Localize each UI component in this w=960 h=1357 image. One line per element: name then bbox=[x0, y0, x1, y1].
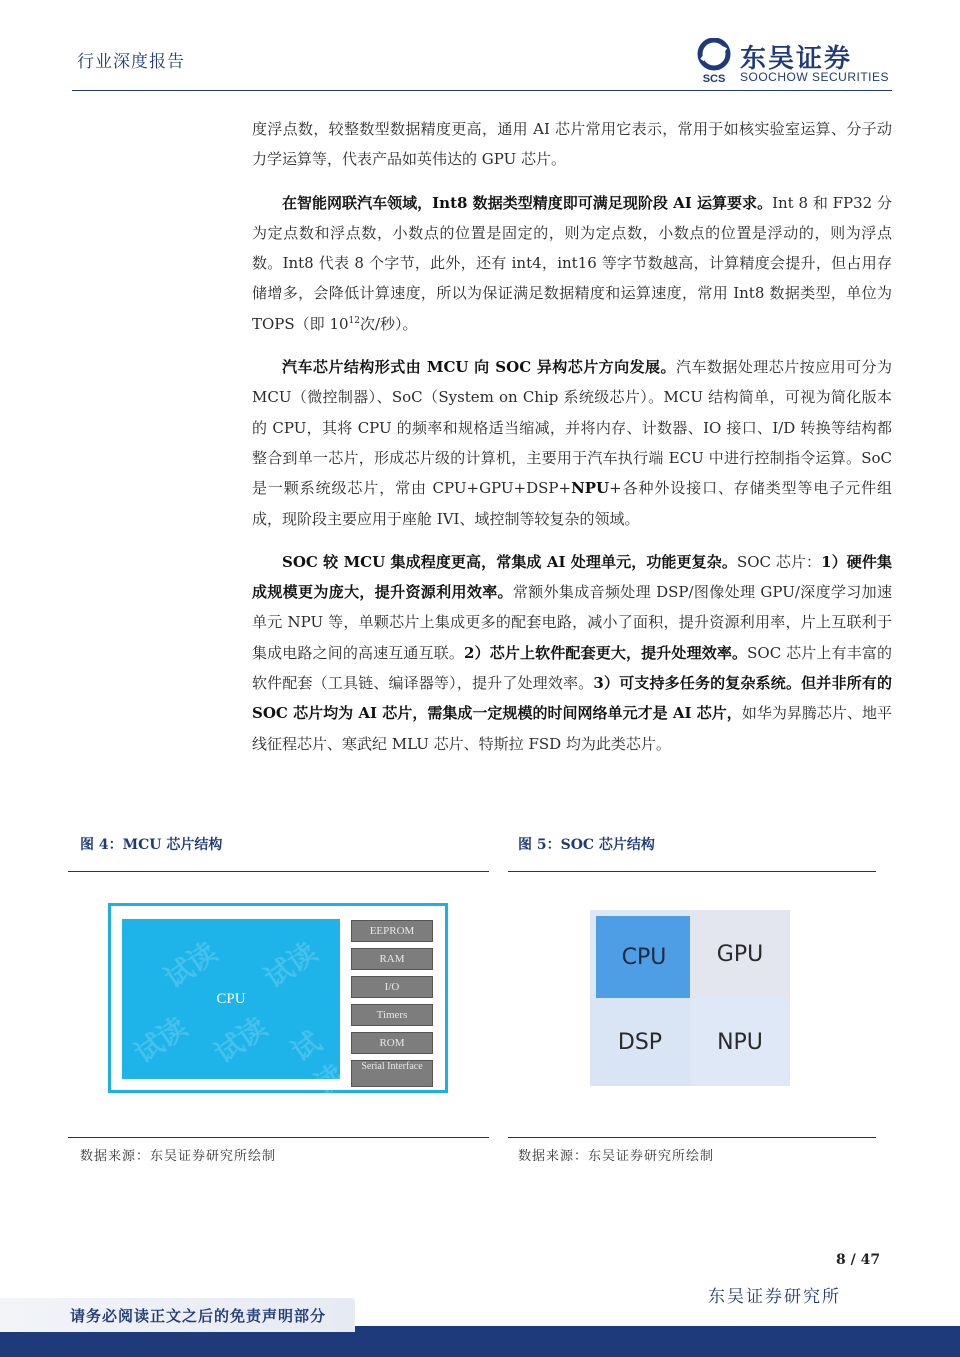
paragraph-2: 在智能网联汽车领域，Int8 数据类型精度即可满足现阶段 AI 运算要求。Int 8 和 FP32 分为定点数和浮点数，小数点的位置是固定的，则为定点数，小数点的位置是浮动的，则为浮点数。Int8 代表 8 个字节，此外，还有 int4，int16 等字节数越高，计算精度会提升，但占用存储增多，会降低计算速度，所以为保证满足数据精度和运算速度，常用 Int8 数据类型，单位为 TOPS（即 $10^{12}$次/秒）。 bbox=[252, 193, 892, 333]
footer-organization: 东吴证券研究所 bbox=[708, 1287, 841, 1307]
paragraph-1: 度浮点数，较整数型数据精度更高，通用 AI 芯片常用它表示，常用于如核实验室运算、分子动力学运算等，代表产品如英伟达的 GPU 芯片。 bbox=[252, 120, 892, 169]
mcu-peripheral-stack bbox=[351, 920, 433, 1093]
mcu-block-rom: ROM bbox=[351, 1032, 433, 1054]
soc-diagram bbox=[590, 910, 790, 1086]
paragraph-3-lead: 汽车芯片结构形式由 MCU 向 SOC 异构芯片方向发展。 bbox=[282, 358, 676, 377]
figure-4-source: 数据来源：东吴证券研究所绘制 bbox=[80, 1149, 277, 1164]
figure-5-bottom-rule bbox=[508, 1137, 876, 1138]
figure-5-title: 图 5：SOC 芯片结构 bbox=[518, 837, 655, 853]
paragraph-4-lead: SOC 较 MCU 集成程度更高，常集成 AI 处理单元，功能更复杂。 bbox=[282, 552, 737, 571]
soc-cell-dsp: DSP bbox=[590, 998, 690, 1086]
soc-cell-npu: NPU bbox=[690, 998, 790, 1086]
logo-mark-text: SCS bbox=[702, 73, 726, 85]
article-body bbox=[252, 114, 892, 772]
company-logo-icon bbox=[692, 38, 736, 86]
mcu-cpu-block: CPU 试读 试读 试读 试读 试读 bbox=[122, 919, 340, 1079]
figure-5-source: 数据来源：东吴证券研究所绘制 bbox=[518, 1149, 715, 1164]
logo-text-cn: 东吴证券 bbox=[740, 44, 853, 74]
figure-4-bottom-rule bbox=[68, 1137, 489, 1138]
disclaimer-link[interactable]: 请务必阅读正文之后的免责声明部分 bbox=[70, 1307, 327, 1325]
mcu-block-io: I/O bbox=[351, 976, 433, 998]
company-logo bbox=[692, 38, 892, 88]
soc-cell-gpu: GPU bbox=[690, 910, 790, 998]
paragraph-4: SOC 较 MCU 集成程度更高，常集成 AI 处理单元，功能更复杂。SOC 芯片：1）硬件集成规模更为庞大，提升资源利用效率。常额外集成音频处理 DSP/图像处理 GPU/深度学习加速单元 NPU 等，单颗芯片上集成更多的配套电路，减小了面积，提升资源利用率，片上互联利于集成电路之间的高速互通互联。2）芯片上软件配套更大，提升处理效率。SOC 芯片上有丰富的软件配套（工具链、编译器等），提升了处理效率。3）可支持多任务的复杂系统。但并非所有的 SOC 芯片均为 AI 芯片，需集成一定规模的时间网络单元才是 AI 芯片，如华为昇腾芯片、地平线征程芯片、寒武纪 MLU 芯片、特斯拉 FSD 均为此类芯片。 bbox=[252, 552, 892, 753]
soc-cell-cpu: CPU bbox=[596, 916, 692, 998]
figure-4-title: 图 4：MCU 芯片结构 bbox=[80, 837, 223, 853]
report-type-label: 行业深度报告 bbox=[77, 52, 185, 72]
mcu-block-timers: Timers bbox=[351, 1004, 433, 1026]
page-number: 8 / 47 bbox=[836, 1252, 881, 1268]
figure-4-top-rule bbox=[68, 871, 489, 872]
logo-text-en: SOOCHOW SECURITIES bbox=[740, 70, 890, 84]
mcu-block-ram: RAM bbox=[351, 948, 433, 970]
header-divider bbox=[72, 90, 892, 91]
paragraph-3: 汽车芯片结构形式由 MCU 向 SOC 异构芯片方向发展。汽车数据处理芯片按应用可分为 MCU（微控制器）、SoC（System on Chip 系统级芯片）。MCU 结构简单，可视为简化版本的 CPU，其将 CPU 的频率和规格适当缩减，并将内存、计数器、IO 接口、I/D 转换等结构都整合到单一芯片，形成芯片级的计算机，主要用于汽车执行端 ECU 中进行控制指令运算。SoC 是一颗系统级芯片，常由 CPU+GPU+DSP+NPU+各种外设接口、存储类型等电子元件组成，现阶段主要应用于座舱 IVI、域控制等较复杂的领域。 bbox=[252, 358, 892, 528]
paragraph-2-lead: 在智能网联汽车领域，Int8 数据类型精度即可满足现阶段 AI 运算要求。 bbox=[282, 193, 773, 212]
mcu-cpu-label: CPU bbox=[216, 991, 246, 1007]
mcu-block-eeprom: EEPROM bbox=[351, 920, 433, 942]
mcu-block-serial-interface: Serial Interface bbox=[351, 1060, 433, 1087]
figure-5-top-rule bbox=[508, 871, 876, 872]
